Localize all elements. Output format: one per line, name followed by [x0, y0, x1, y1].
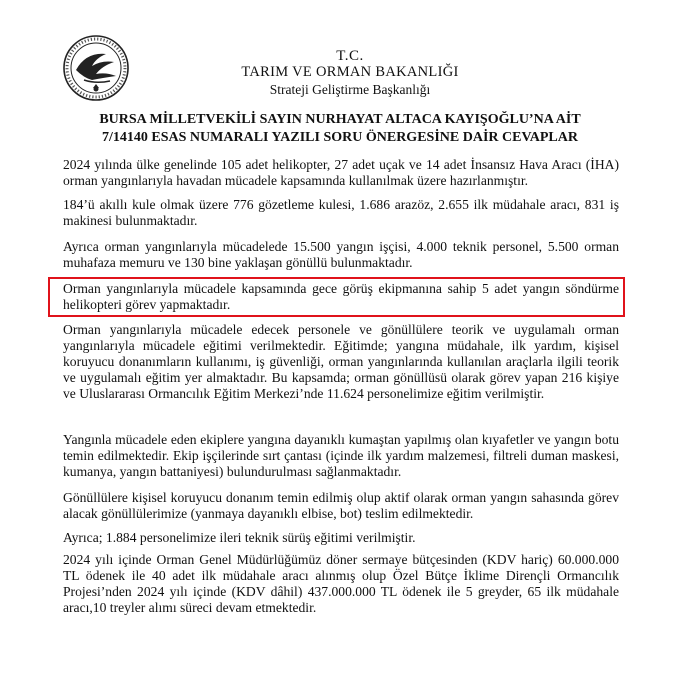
- paragraph-training: Orman yangınlarıyla mücadele edecek personele ve gönüllülere teorik ve uygulamalı orman yangınlarıyla mücadele eğitimi verilmektedir. Eğitimde; yangına müdahale, ilk yardım, kişisel koruyucu donanımların kullanımı, iş güvenliği, orman yangınlarında kullanılan araçlarla ilgili teorik ve uygulamalı eğitim yer almaktadır. Bu kapsamda; orman gönüllüsü olarak görev yapan 216 kişiye ve Uluslararası Ormancılık Eğitim Merkezi’nde 11.624 personelimize eğitim verilmiştir.: [63, 322, 619, 401]
- title-line-2: 7/14140 ESAS NUMARALI YAZILI SORU ÖNERGESİNE DAİR CEVAPLAR: [102, 130, 578, 145]
- document-title: [40, 111, 640, 147]
- ministry-emblem-icon: [62, 34, 130, 102]
- ministry-heading: TARIM VE ORMAN BAKANLIĞI: [241, 64, 459, 80]
- paragraph-budget: 2024 yılı içinde Orman Genel Müdürlüğümüz döner sermaye bütçesinden (KDV hariç) 60.000.000 TL ödenek ile 40 adet ilk müdahale aracı alınmış olup Özel Bütçe İklime Dirençli Ormancılık Projesi’nden 2024 yılı içinde (KDV dâhil) 437.000.000 TL ödenek ile 5 greyder, 65 ilk müdahale aracı,10 treyler alımı süreci devam etmektedir.: [63, 552, 619, 615]
- paragraph-equipment: Yangınla mücadele eden ekiplere yangına dayanıklı kumaştan yapılmış olan kıyafetler ve yangın botu temin edilmektedir. Ekip işçilerinde sırt çantası (içinde ilk yardım malzemesi, filtreli duman maskesi, kumanya, yangın battaniyesi) bulundurulması sağlanmaktadır.: [63, 432, 619, 479]
- paragraph-personnel: Ayrıca orman yangınlarıyla mücadelede 15.500 yangın işçisi, 4.000 teknik personel, 5.500 orman muhafaza memuru ve 130 bine yaklaşan gönüllü bulunmaktadır.: [63, 239, 619, 270]
- department-heading: Strateji Geliştirme Başkanlığı: [269, 82, 431, 97]
- tc-heading: T.C.: [336, 48, 364, 64]
- paragraph-night-vision: Orman yangınlarıyla mücadele kapsamında gece görüş ekipmanına sahip 5 adet yangın söndürme helikopteri görev yapmaktadır.: [63, 281, 619, 312]
- paragraph-towers: 184’ü akıllı kule olmak üzere 776 gözetleme kulesi, 1.686 arazöz, 2.655 ilk müdahale aracı, 831 iş makinesi bulunmaktadır.: [63, 197, 619, 228]
- paragraph-driving: Ayrıca; 1.884 personelimize ileri teknik sürüş eğitimi verilmiştir.: [63, 530, 416, 545]
- paragraph-volunteers: Gönüllülere kişisel koruyucu donanım temin edilmiş olup aktif olarak orman yangın sahasında görev alacak gönüllülerimize (yanmaya dayanıklı elbise, bot) teslim edilmektedir.: [63, 490, 619, 521]
- title-line-1: BURSA MİLLETVEKİLİ SAYIN NURHAYAT ALTACA KAYIŞOĞLU’NA AİT: [99, 112, 581, 127]
- paragraph-aircraft: 2024 yılında ülke genelinde 105 adet helikopter, 27 adet uçak ve 14 adet İnsansız Hava Aracı (İHA) orman yangınlarıyla havadan mücadele kapsamında kullanılmak üzere hazırlanmıştır.: [63, 157, 619, 188]
